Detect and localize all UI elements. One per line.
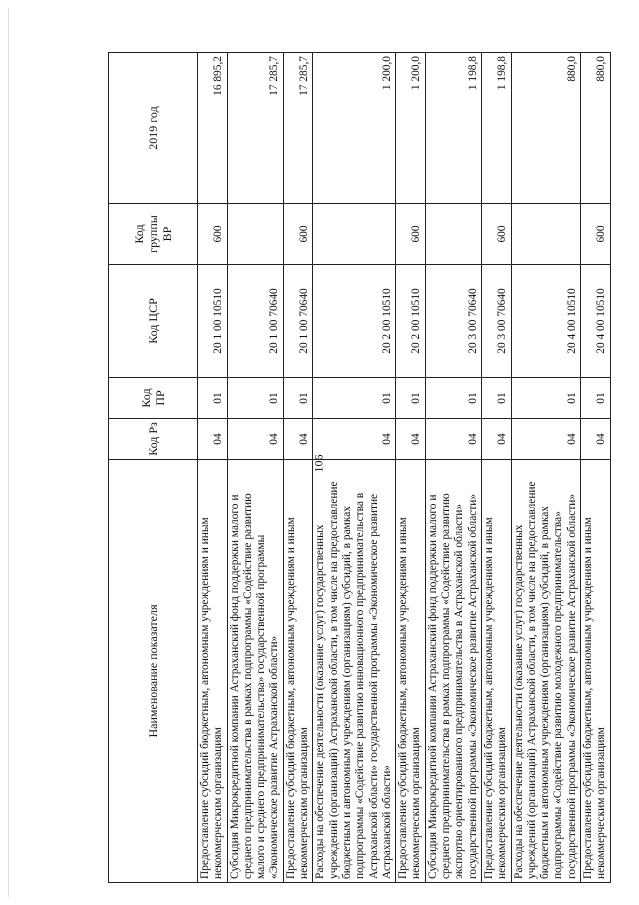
table-row [481, 53, 511, 883]
row-pr: 01 [396, 378, 426, 419]
row-name: Предоставление субсидий бюджетным, автономным учреждениям и иным некоммерческим организациям [283, 460, 313, 883]
header-pr: Код ПР [109, 378, 198, 419]
row-vr [227, 204, 283, 265]
row-csr: 20 4 00 10510 [581, 265, 611, 378]
row-rz: 04 [581, 419, 611, 460]
row-value: 1 200,0 [313, 53, 396, 204]
row-value: 1 198,8 [481, 53, 511, 204]
header-name: Наименование показателя [109, 460, 198, 883]
table-row [198, 53, 228, 883]
row-name: Предоставление субсидий бюджетным, автономным учреждениям и иным некоммерческим организациям [396, 460, 426, 883]
row-pr: 01 [481, 378, 511, 419]
row-name: Предоставление субсидий бюджетным, автономным учреждениям и иным некоммерческим организациям [481, 460, 511, 883]
row-csr: 20 3 00 70640 [425, 265, 481, 378]
row-name: Расходы на обеспечение деятельности (оказание услуг) государственных учреждений (организаций) Астраханской области, в том числе на предоставление бюджетным и автономным учреждениям (организациям) субсидий, в рамках подпрограммы «Содействие развитию молодежного предпринимательства» государственной программы «Экономическое развитие Астраханской области» [511, 460, 580, 883]
row-pr: 01 [198, 378, 228, 419]
row-name: Субсидия Микрокредитной компании Астраханский фонд поддержки малого и среднего предпринимательства в рамках подпрограммы «Содействие развитию малого и среднего предпринимательства» государственной программы «Экономическое развитие Астраханской области» [227, 460, 283, 883]
page-edge-line [8, 8, 9, 897]
table-row [283, 53, 313, 883]
row-vr [313, 204, 396, 265]
row-csr: 20 1 00 10510 [198, 265, 228, 378]
row-rz: 04 [425, 419, 481, 460]
table-header-row [109, 53, 198, 883]
row-name: Предоставление субсидий бюджетным, автономным учреждениям и иным некоммерческим организациям [198, 460, 228, 883]
table-row [396, 53, 426, 883]
row-value: 1 200,0 [396, 53, 426, 204]
row-rz: 04 [481, 419, 511, 460]
header-year: 2019 год [109, 53, 198, 204]
row-value: 1 198,8 [425, 53, 481, 204]
header-csr: Код ЦСР [109, 265, 198, 378]
row-name: Расходы на обеспечение деятельности (оказание услуг) государственных учреждений (организаций) Астраханской области, в том числе на предоставление бюджетным и автономным учреждениям (организациям) субсидий, в рамках подпрограммы «Содействие развитию инновационного предпринимательства в Астраханской области» государственной программы «Экономическое развитие Астраханской области» [313, 460, 396, 883]
row-value: 17 285,7 [283, 53, 313, 204]
row-pr: 01 [425, 378, 481, 419]
table-row [511, 53, 580, 883]
page-number: 106 [311, 454, 326, 473]
row-vr: 600 [283, 204, 313, 265]
row-pr: 01 [313, 378, 396, 419]
header-rz: Код Рз [109, 419, 198, 460]
table-row [227, 53, 283, 883]
row-rz: 04 [198, 419, 228, 460]
row-vr: 600 [581, 204, 611, 265]
row-csr: 20 4 00 10510 [511, 265, 580, 378]
row-vr: 600 [198, 204, 228, 265]
table-row [313, 53, 396, 883]
row-rz: 04 [227, 419, 283, 460]
row-pr: 01 [283, 378, 313, 419]
row-vr [425, 204, 481, 265]
row-vr: 600 [396, 204, 426, 265]
row-csr: 20 2 00 10510 [396, 265, 426, 378]
row-value: 880,0 [511, 53, 580, 204]
row-csr: 20 2 00 10510 [313, 265, 396, 378]
row-vr: 600 [481, 204, 511, 265]
row-value: 880,0 [581, 53, 611, 204]
row-vr [511, 204, 580, 265]
table-row [581, 53, 611, 883]
row-name: Субсидия Микрокредитной компании Астраханский фонд поддержки малого и среднего предпринимательства в рамках подпрограммы «Содействие развитию экспортно ориентированного предпринимательства в Астраханской области» государственной программы «Экономическое развитие Астраханской области» [425, 460, 481, 883]
row-csr: 20 1 00 70640 [227, 265, 283, 378]
row-value: 17 285,7 [227, 53, 283, 204]
row-csr: 20 1 00 70640 [283, 265, 313, 378]
row-name: Предоставление субсидий бюджетным, автономным учреждениям и иным некоммерческим организациям [581, 460, 611, 883]
row-rz: 04 [396, 419, 426, 460]
budget-table [108, 52, 611, 883]
row-value: 16 895,2 [198, 53, 228, 204]
row-pr: 01 [227, 378, 283, 419]
rotated-table-container [108, 53, 608, 883]
row-pr: 01 [511, 378, 580, 419]
row-csr: 20 3 00 70640 [481, 265, 511, 378]
row-rz: 04 [511, 419, 580, 460]
header-vr: Код группы ВР [109, 204, 198, 265]
row-rz: 04 [313, 419, 396, 460]
table-row [425, 53, 481, 883]
row-pr: 01 [581, 378, 611, 419]
row-rz: 04 [283, 419, 313, 460]
